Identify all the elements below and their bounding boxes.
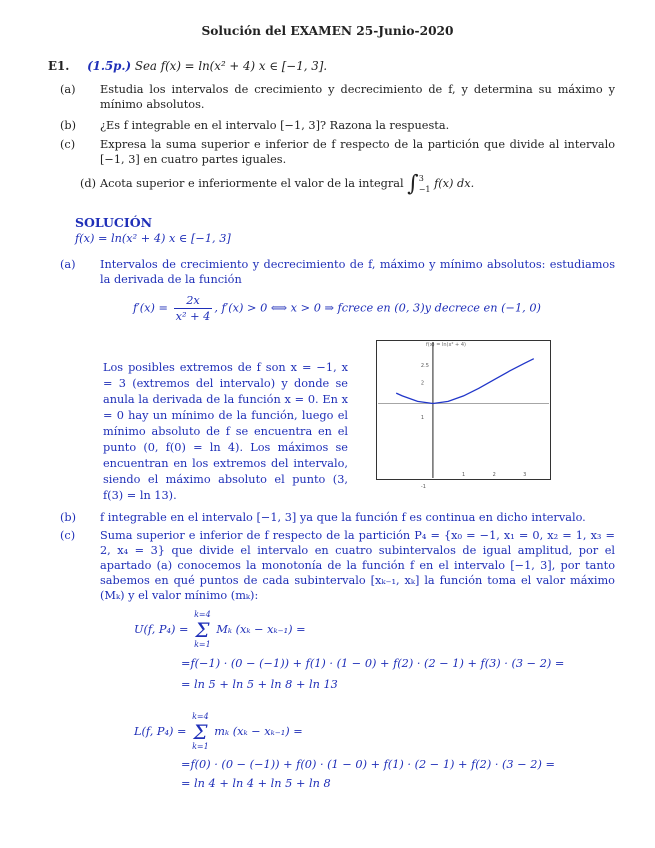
y-tick-label: -1 <box>420 483 426 490</box>
function-graph <box>376 340 551 490</box>
question-d <box>80 173 595 195</box>
exercise-header <box>48 59 327 74</box>
answer-text: Intervalos de crecimiento y decrecimiento de f, máximo y mínimo absolutos: estudiamos la derivada de la función <box>100 258 615 286</box>
solution-heading: SOLUCIÓN <box>75 215 153 230</box>
function-curve <box>396 359 534 404</box>
derivative-denominator: x² + 4 <box>175 310 211 323</box>
question-label: (a) <box>60 83 76 96</box>
y-tick-label: 2.5 <box>420 363 429 370</box>
integral-lower: −1 <box>418 185 431 194</box>
extrema-paragraph: Los posibles extremos de f son x = −1, x = 3 (extremos del intervalo) y donde se anula la derivada de la función x = 0. En x = 0 hay un mínimo de la función, luego el mínimo absoluto de f se encuentra en el punto (0, f(0) = ln 4). Los máximos se encuentran en los extremos del intervalo, siendo el máximo absoluto el punto (3, f(3) = ln 13). <box>103 361 348 502</box>
y-tick-label: 2 <box>420 380 425 387</box>
question-label: (c) <box>60 138 76 151</box>
answer-c <box>60 528 615 603</box>
y-tick-label: 1 <box>420 414 425 421</box>
upper-sum-line-2: =f(−1) · (0 − (−1)) + f(1) · (1 − 0) + f(2) · (2 − 1) + f(3) · (3 − 2) = <box>181 657 565 670</box>
question-text: Expresa la suma superior e inferior de f respecto de la partición que divide al intervalo [−1, 3] en cuatro partes iguales. <box>100 138 615 166</box>
answer-text: f integrable en el intervalo [−1, 3] ya que la función f es continua en dicho intervalo. <box>100 511 586 524</box>
lower-sum-line-2: =f(0) · (0 − (−1)) + f(0) · (1 − 0) + f(1) · (2 − 1) + f(2) · (3 − 2) = <box>181 758 555 771</box>
upper-sum <box>134 610 306 650</box>
answer-b <box>60 510 615 525</box>
exercise-points: (1.5p.) <box>87 59 132 73</box>
sigma-icon: k=4 Σ k=1 <box>192 712 209 751</box>
derivative-equation <box>133 293 541 324</box>
integral-upper: 3 <box>418 174 424 183</box>
question-a <box>60 82 615 112</box>
derivative-lhs: f′(x) = <box>133 301 168 315</box>
x-tick-label: 2 <box>492 472 496 478</box>
derivative-fraction <box>174 293 213 324</box>
graph-frame <box>377 341 551 480</box>
answer-label: (c) <box>60 529 76 542</box>
question-b <box>60 118 615 133</box>
exercise-number: E1. <box>48 59 70 73</box>
sigma-icon: k=4 Σ k=1 <box>194 610 211 649</box>
lower-sum-line-3: = ln 4 + ln 4 + ln 5 + ln 8 <box>181 777 331 790</box>
derivative-numerator: 2x <box>174 293 213 309</box>
question-c <box>60 137 615 167</box>
answer-text: Suma superior e inferior de f respecto de la partición P₄ = {x₀ = −1, x₁ = 0, x₂ = 1, x₃ = 2, x₄ = 3} que divide el intervalo en cuatro subintervalos de igual amplitud, por el apartado (a) conocemos la monotonía de la función f en el intervalo [−1, 3], por tanto sabemos en qué puntos de cada subintervalo [xₖ₋₁, xₖ] la función toma el valor máximo (Mₖ) y el valor mínimo (mₖ): <box>100 529 615 602</box>
x-tick-label: 3 <box>523 472 527 478</box>
derivative-rhs: , f′(x) > 0 ⟺ x > 0 ⇒ fcrece en (0, 3)y decrece en (−1, 0) <box>214 301 541 315</box>
answer-label: (b) <box>60 511 77 524</box>
upper-sum-term: Mₖ (xₖ − xₖ₋₁) = <box>216 623 306 636</box>
answer-a <box>60 257 615 287</box>
question-text: ¿Es f integrable en el intervalo [−1, 3]? Razona la respuesta. <box>100 119 450 132</box>
exercise-statement: Sea f(x) = ln(x² + 4) x ∈ [−1, 3]. <box>134 59 328 73</box>
lower-sum <box>134 712 303 752</box>
question-text: Estudia los intervalos de crecimiento y decrecimiento de f, y determina su máximo y mínimo absolutos. <box>100 83 615 111</box>
lower-sum-term: mₖ (xₖ − xₖ₋₁) = <box>214 725 303 738</box>
question-text: Acota superior e inferiormente el valor de la integral <box>100 177 404 190</box>
question-label: (b) <box>60 119 77 132</box>
solution-definition: f(x) = ln(x² + 4) x ∈ [−1, 3] <box>75 232 231 245</box>
integral-sign: ∫ <box>407 171 419 197</box>
answer-label: (a) <box>60 258 76 271</box>
lower-sum-lhs: L(f, P₄) = <box>134 725 187 738</box>
page-title: Solución del EXAMEN 25-Junio-2020 <box>201 24 454 38</box>
graph-title: f(x) = ln(x² + 4) <box>426 342 466 348</box>
question-label: (d) <box>80 177 97 190</box>
x-tick-label: 1 <box>462 472 466 478</box>
integral-body: f(x) dx. <box>434 177 475 190</box>
upper-sum-line-3: = ln 5 + ln 5 + ln 8 + ln 13 <box>181 678 338 691</box>
upper-sum-lhs: U(f, P₄) = <box>134 623 189 636</box>
